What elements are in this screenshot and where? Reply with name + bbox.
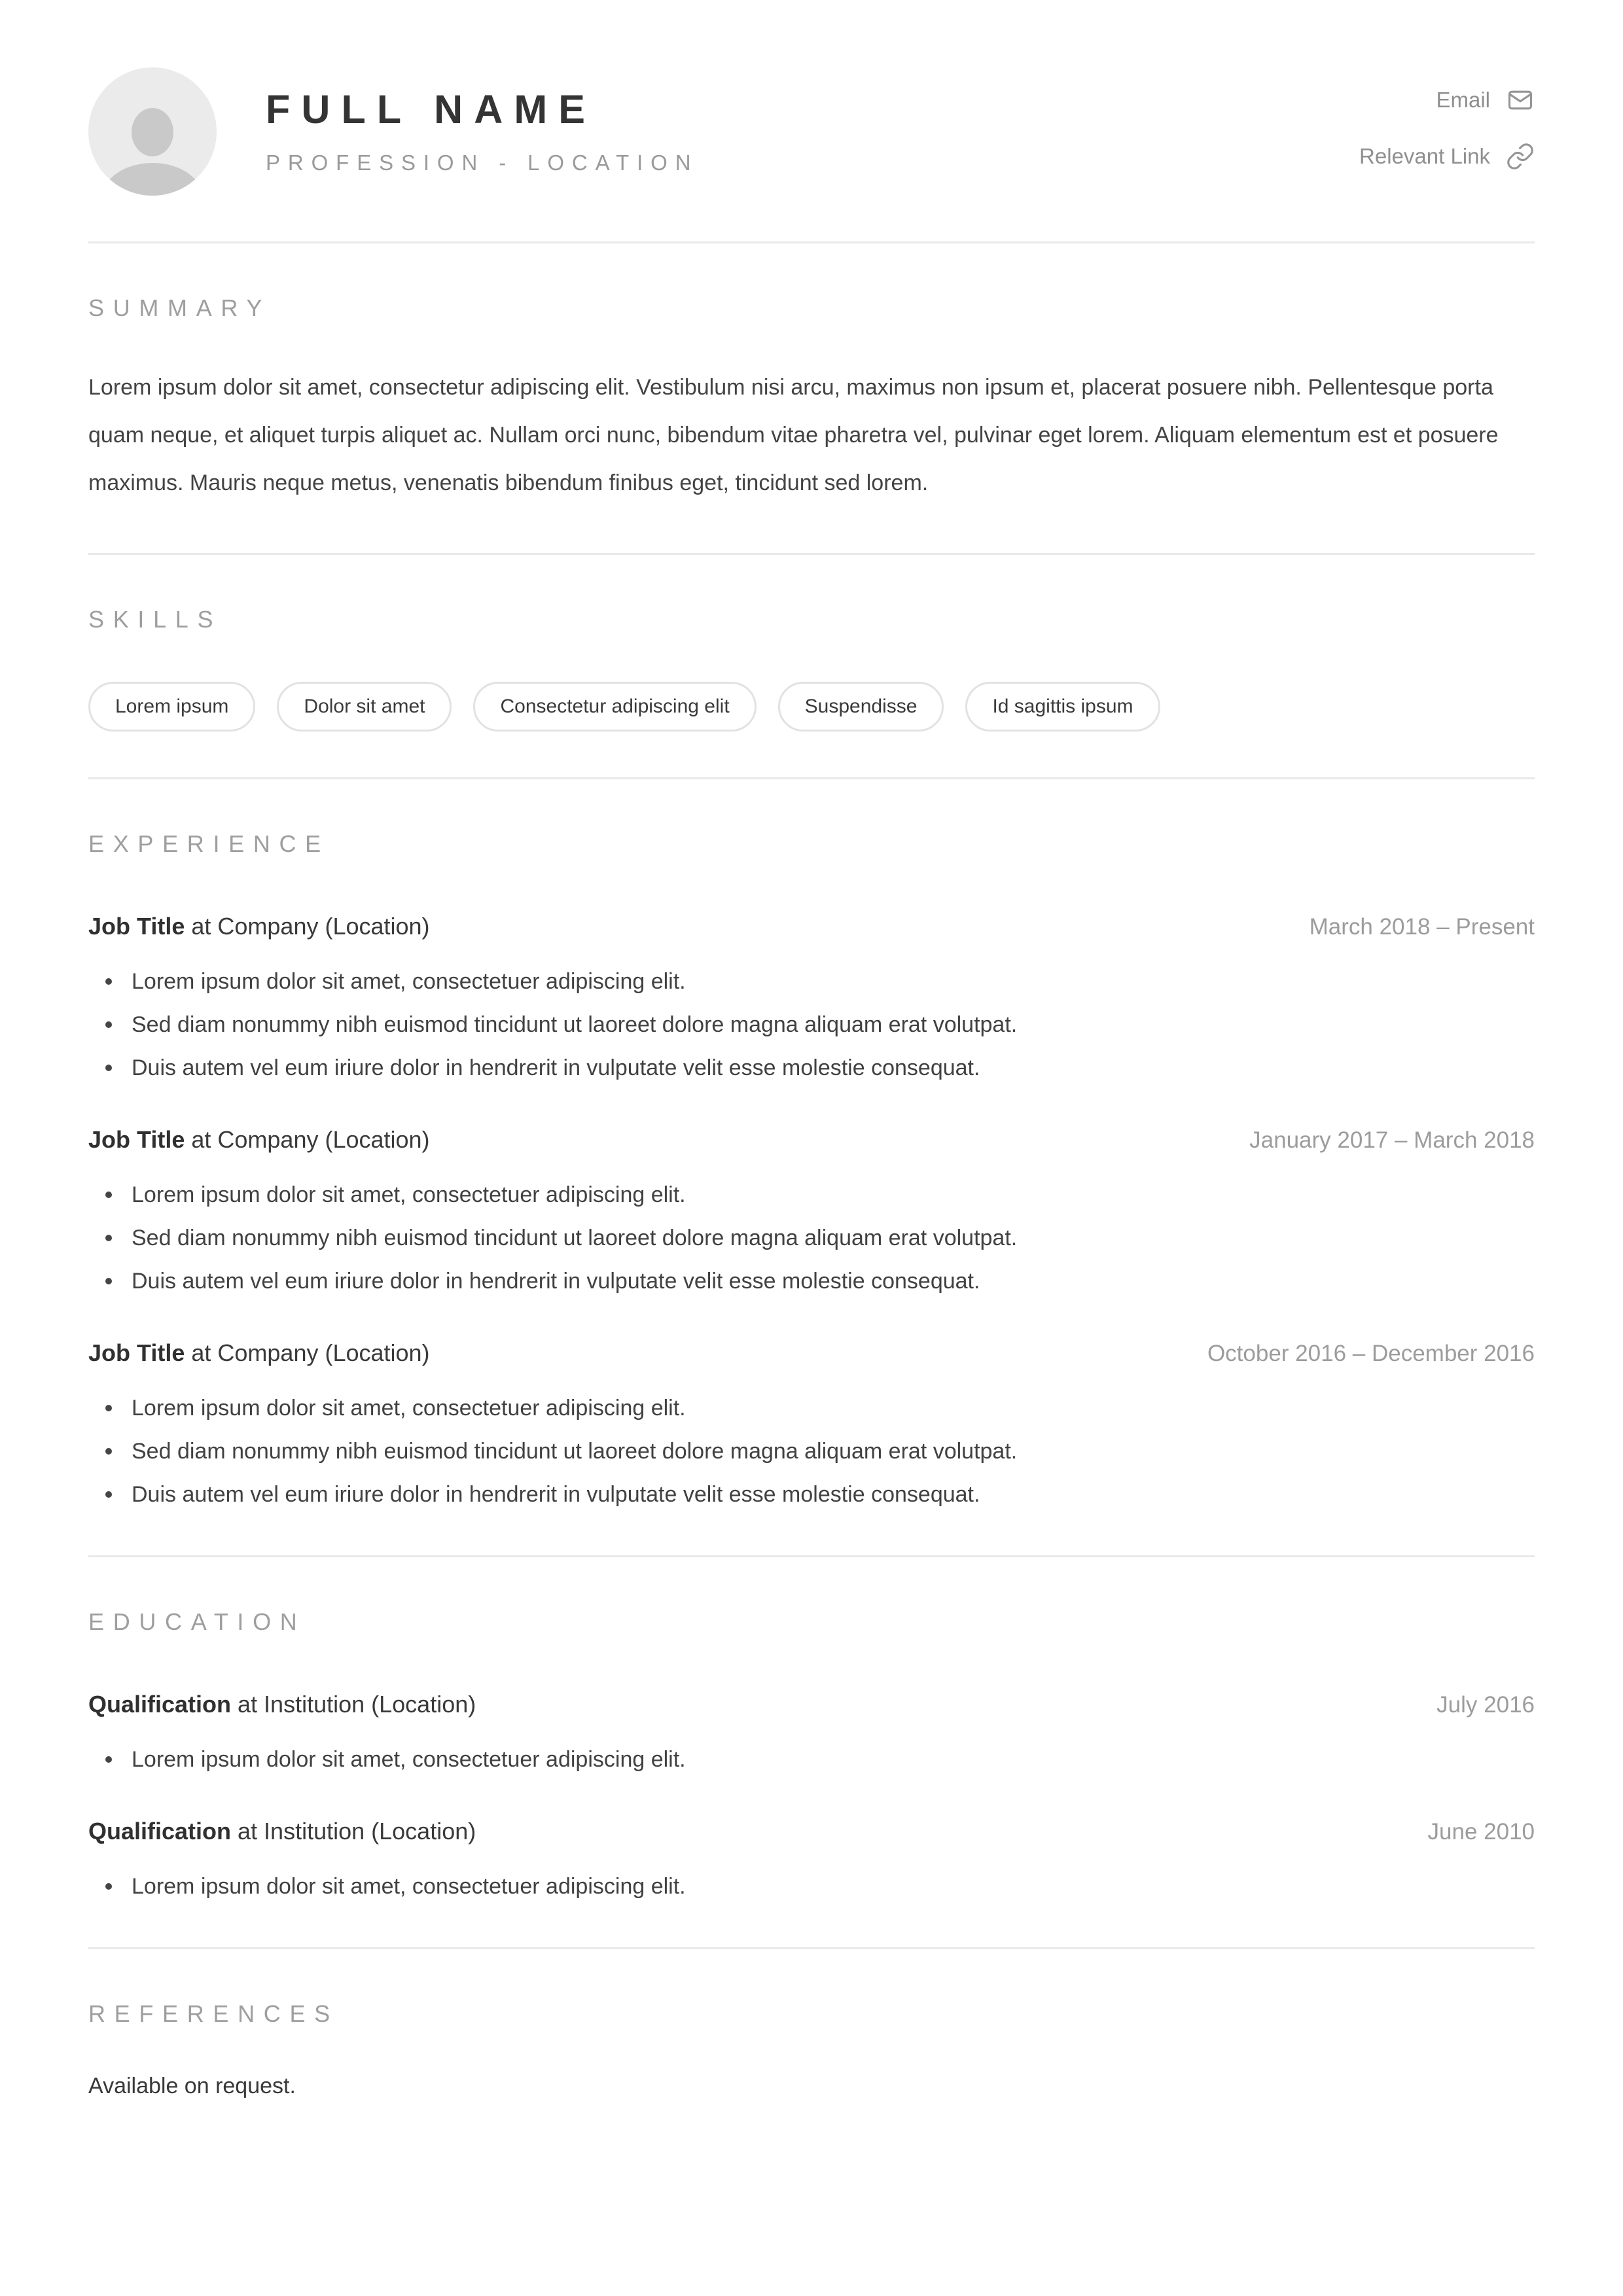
bullet-item: Lorem ipsum dolor sit amet, consectetuer adipiscing elit.: [105, 1744, 1535, 1775]
bullet-item: Duis autem vel eum iriure dolor in hendrerit in vulputate velit esse molestie consequat.: [105, 1266, 1535, 1296]
institution: at Institution (Location): [231, 1818, 476, 1845]
skills-title: SKILLS: [88, 606, 223, 633]
entry-bullets: [88, 1744, 1535, 1775]
person-silhouette-icon: [132, 108, 173, 156]
qualification: Qualification: [88, 1818, 232, 1845]
person-silhouette-icon: [103, 163, 202, 196]
job-org: at Company (Location): [185, 1126, 430, 1153]
skill-pill: Lorem ipsum: [88, 682, 255, 732]
bullet-item: Lorem ipsum dolor sit amet, consectetuer adipiscing elit.: [105, 1393, 1535, 1423]
entry-title: [88, 913, 430, 940]
bullet-item: Duis autem vel eum iriure dolor in hendrerit in vulputate velit esse molestie consequat.: [105, 1053, 1535, 1083]
skill-pill: Dolor sit amet: [277, 682, 452, 732]
experience-section: [88, 830, 1535, 1510]
job-role: Job Title: [88, 1339, 185, 1366]
section-divider: [88, 1947, 1535, 1949]
avatar: [88, 67, 217, 196]
references-title: REFERENCES: [88, 2000, 339, 2027]
section-divider: [88, 777, 1535, 779]
section-divider: [88, 241, 1535, 243]
name-block: [266, 88, 698, 175]
entry-dates: January 2017 – March 2018: [1249, 1127, 1535, 1153]
relevant-link-label: Relevant Link: [1359, 144, 1490, 168]
entry-bullets: [88, 1871, 1535, 1901]
job-org: at Company (Location): [185, 913, 430, 940]
bullet-item: Duis autem vel eum iriure dolor in hendrerit in vulputate velit esse molestie consequat.: [105, 1479, 1535, 1510]
relevant-link[interactable]: [1359, 142, 1535, 171]
bullet-item: Sed diam nonummy nibh euismod tincidunt ut laoreet dolore magna aliquam erat volutpat.: [105, 1436, 1535, 1466]
section-divider: [88, 553, 1535, 555]
entry-head: [88, 913, 1535, 940]
entry-bullets: [88, 966, 1535, 1083]
bullet-item: Lorem ipsum dolor sit amet, consectetuer adipiscing elit.: [105, 1180, 1535, 1210]
experience-entry: [88, 1339, 1535, 1510]
full-name: FULL NAME: [266, 87, 597, 132]
entry-head: [88, 1126, 1535, 1154]
skill-pill: Suspendisse: [778, 682, 944, 732]
experience-entry: [88, 1126, 1535, 1296]
entry-bullets: [88, 1393, 1535, 1510]
skills-section: [88, 606, 1535, 732]
experience-entry: [88, 913, 1535, 1083]
entry-dates: July 2016: [1436, 1692, 1535, 1718]
email-link[interactable]: [1359, 86, 1535, 115]
education-entry: [88, 1818, 1535, 1901]
education-section: [88, 1608, 1535, 1901]
entry-dates: March 2018 – Present: [1309, 914, 1535, 940]
institution: at Institution (Location): [231, 1691, 476, 1718]
skill-pill: Consectetur adipiscing elit: [473, 682, 756, 732]
job-role: Job Title: [88, 1126, 185, 1153]
summary-section: [88, 294, 1535, 507]
entry-bullets: [88, 1180, 1535, 1296]
entry-dates: June 2010: [1427, 1819, 1535, 1845]
summary-text: Lorem ipsum dolor sit amet, consectetur adipiscing elit. Vestibulum nisi arcu, maximus non ipsum et, placerat posuere nibh. Pellentesque porta quam neque, et aliquet turpis aliquet ac. Nullam orci nunc, bibendum vitae pharetra vel, pulvinar eget lorem. Aliquam elementum est et posuere maximus. Mauris neque metus, venenatis bibendum finibus eget, tincidunt sed lorem.: [88, 375, 1499, 495]
entry-title: [88, 1818, 476, 1845]
education-title: EDUCATION: [88, 1608, 306, 1635]
entry-dates: October 2016 – December 2016: [1207, 1341, 1535, 1366]
job-org: at Company (Location): [185, 1339, 430, 1366]
job-role: Job Title: [88, 913, 185, 940]
entry-head: [88, 1818, 1535, 1845]
identity-block: [88, 67, 698, 196]
summary-title: SUMMARY: [88, 294, 272, 321]
envelope-icon: [1506, 86, 1535, 115]
section-divider: [88, 1555, 1535, 1557]
link-icon: [1506, 142, 1535, 171]
entry-title: [88, 1339, 430, 1367]
experience-title: EXPERIENCE: [88, 830, 330, 857]
skills-pill-row: [88, 682, 1535, 732]
entry-title: [88, 1126, 430, 1154]
contact-block: [1359, 67, 1535, 171]
skill-pill: Id sagittis ipsum: [965, 682, 1160, 732]
bullet-item: Lorem ipsum dolor sit amet, consectetuer adipiscing elit.: [105, 1871, 1535, 1901]
bullet-item: Sed diam nonummy nibh euismod tincidunt ut laoreet dolore magna aliquam erat volutpat.: [105, 1223, 1535, 1253]
bullet-item: Sed diam nonummy nibh euismod tincidunt ut laoreet dolore magna aliquam erat volutpat.: [105, 1010, 1535, 1040]
entry-head: [88, 1691, 1535, 1718]
profession-location: PROFESSION - LOCATION: [266, 150, 699, 175]
education-entry: [88, 1691, 1535, 1775]
entry-head: [88, 1339, 1535, 1367]
references-section: [88, 2000, 1535, 2099]
entry-title: [88, 1691, 476, 1718]
header: [88, 67, 1535, 196]
email-label: Email: [1436, 88, 1490, 112]
bullet-item: Lorem ipsum dolor sit amet, consectetuer adipiscing elit.: [105, 966, 1535, 997]
references-text: Available on request.: [88, 2074, 296, 2098]
qualification: Qualification: [88, 1691, 232, 1718]
